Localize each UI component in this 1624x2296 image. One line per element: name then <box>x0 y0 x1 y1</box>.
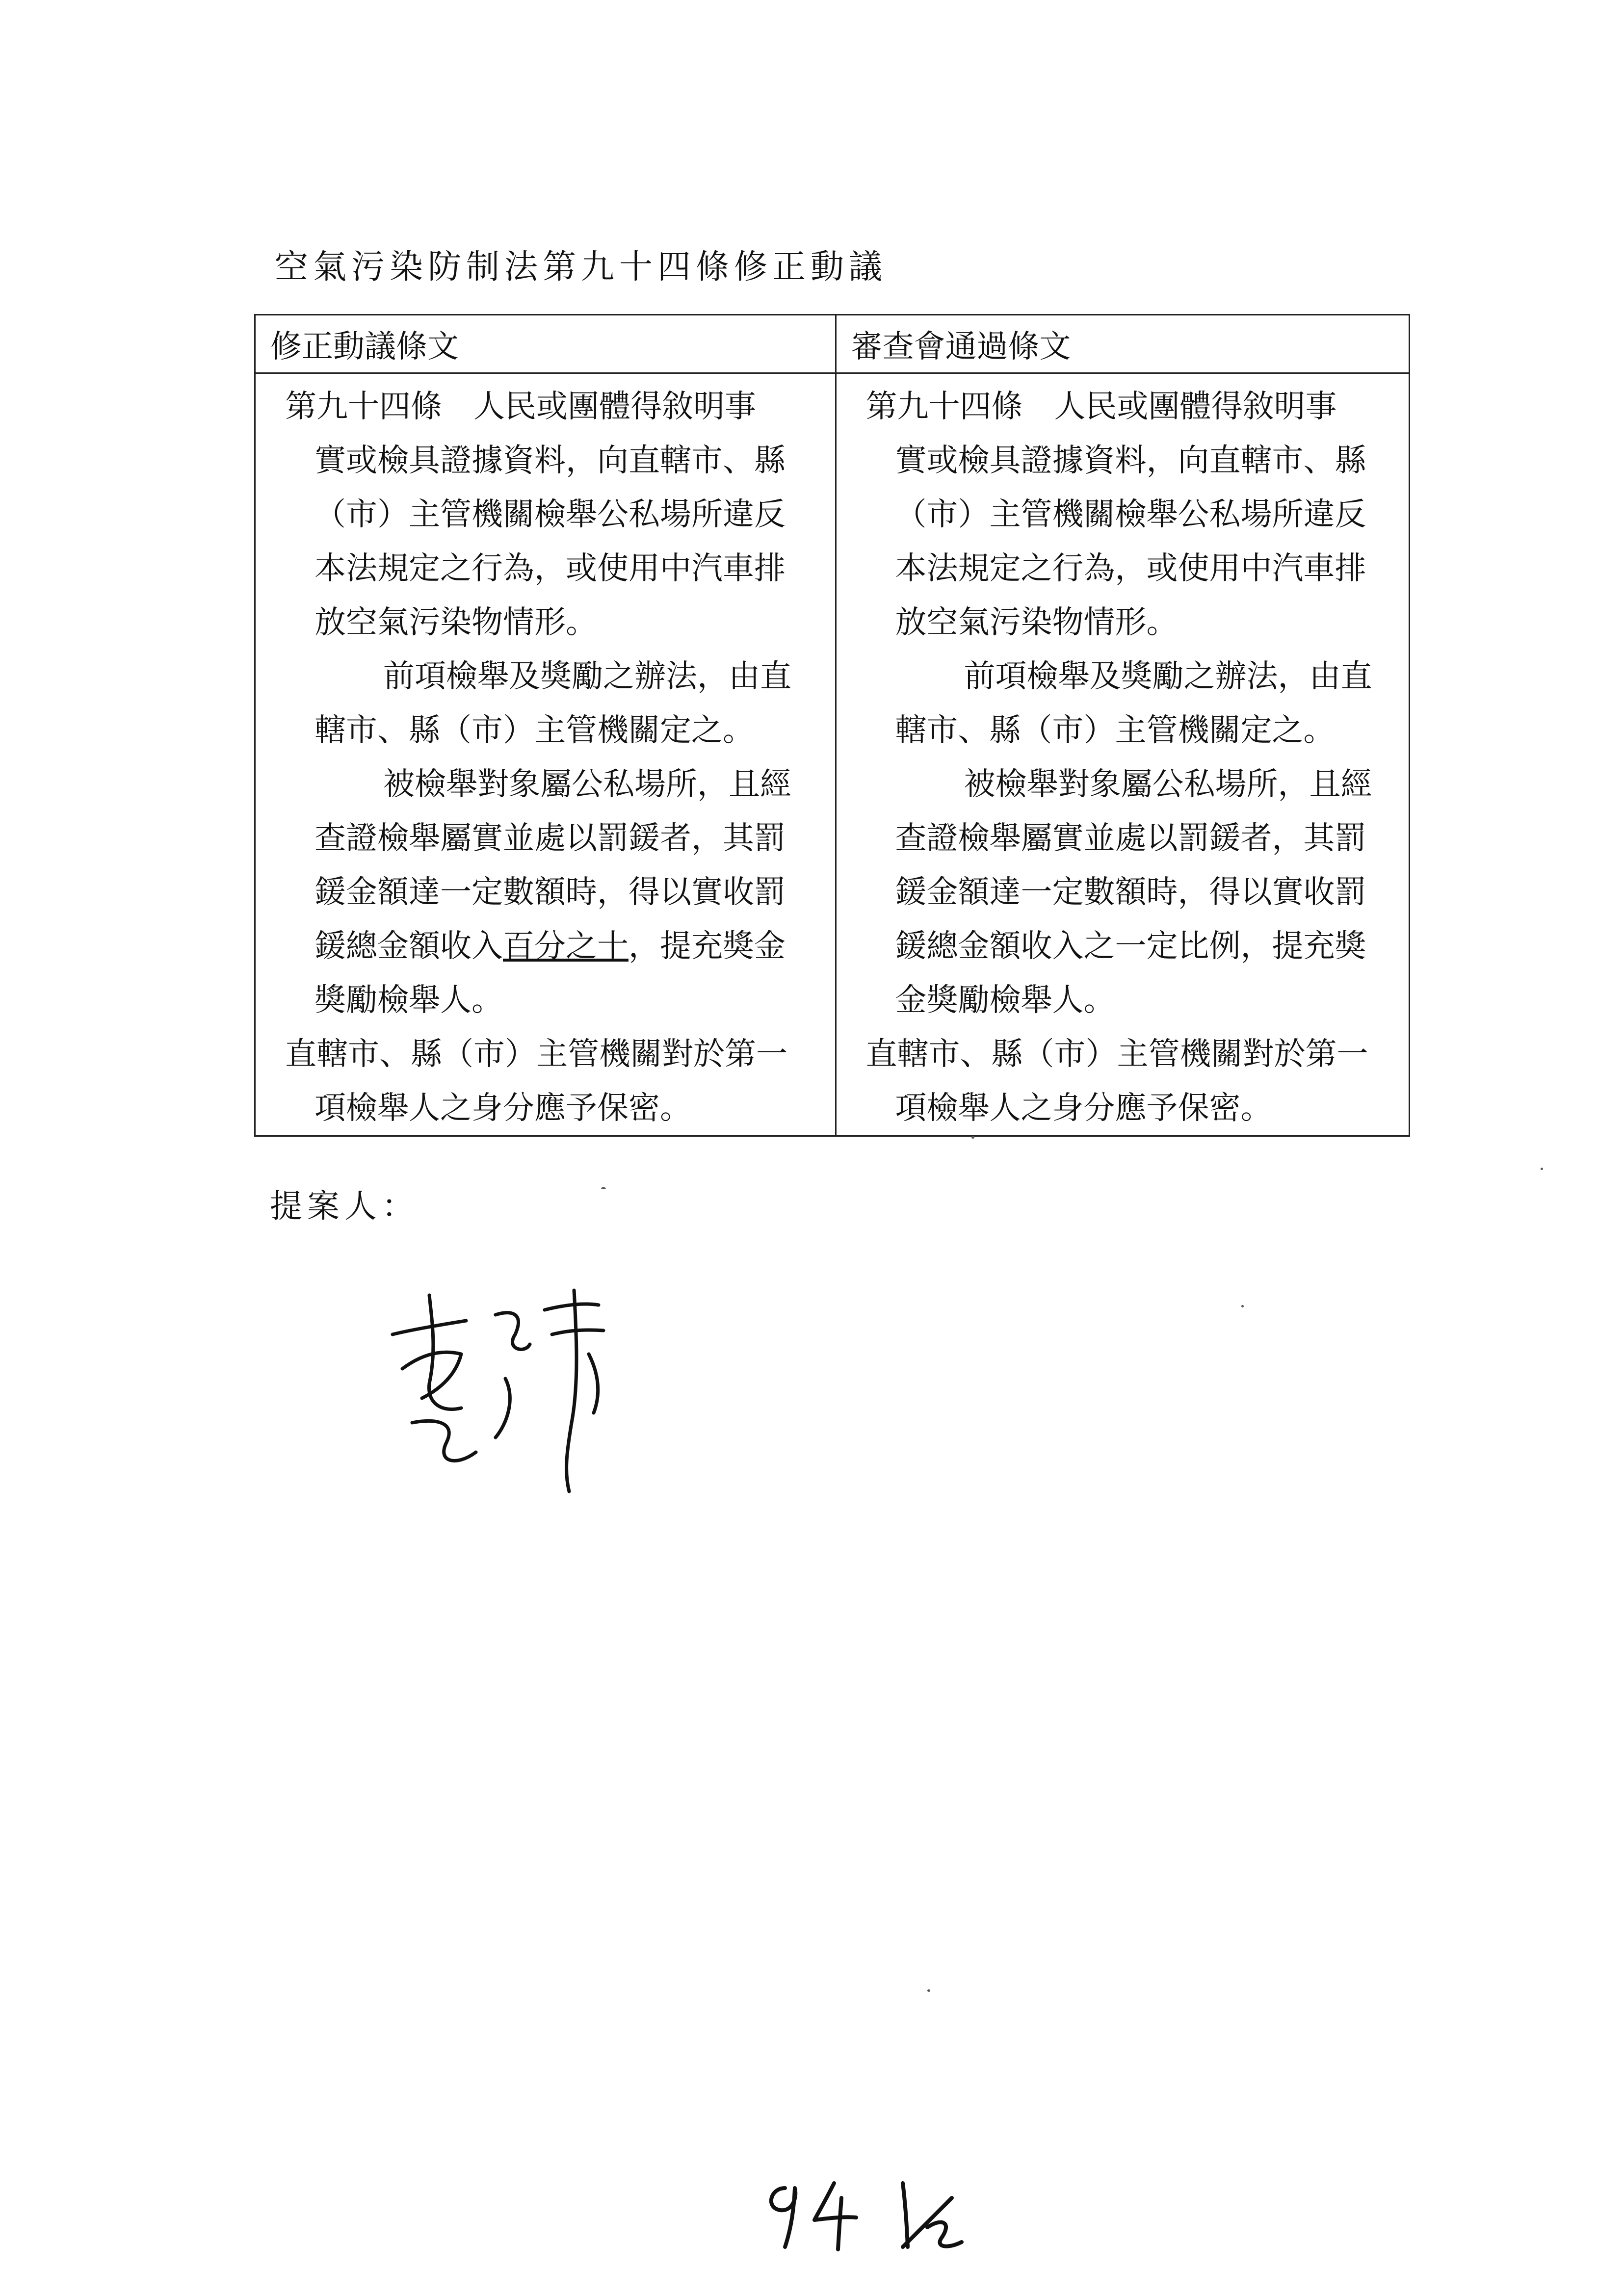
article-line: 被檢舉對象屬公私場所，且經 <box>383 766 791 803</box>
header-proposed-amendment: 修正動議條文 <box>255 315 836 373</box>
article-line: 放空氣污染物情形。 <box>314 604 597 641</box>
article-line: 實或檢具證據資料，向直轄市、縣 <box>314 443 786 479</box>
article-line: 鍰金額達一定數額時，得以實收罰 <box>314 874 786 911</box>
article-line: 本法規定之行為，或使用中汽車排 <box>895 550 1366 587</box>
handwritten-signature <box>383 1276 638 1501</box>
article-line: （市）主管機關檢舉公私場所違反 <box>314 496 786 533</box>
article-line: 本法規定之行為，或使用中汽車排 <box>314 550 786 587</box>
article-line: 第九十四條 人民或團體得敘明事 <box>865 389 1337 425</box>
proposer-label: 提案人： <box>270 1187 419 1225</box>
table-row <box>255 373 1410 1136</box>
article-line: 項檢舉人之身分應予保密。 <box>314 1090 691 1126</box>
scan-speck <box>1541 1168 1543 1170</box>
article-line: 直轄市、縣（市）主管機關對於第一 <box>865 1036 1368 1072</box>
scan-speck <box>601 1187 606 1189</box>
article-line: 第九十四條 人民或團體得敘明事 <box>285 389 756 425</box>
header-committee-approved: 審查會通過條文 <box>836 315 1409 373</box>
underlined-amendment: 百分之十 <box>503 928 629 965</box>
article-line: 查證檢舉屬實並處以罰鍰者，其罰 <box>314 820 786 857</box>
article-line: 放空氣污染物情形。 <box>895 604 1178 641</box>
article-line: 轄市、縣（市）主管機關定之。 <box>314 712 754 749</box>
article-line: 被檢舉對象屬公私場所，且經 <box>964 766 1372 803</box>
article-line: 鍰金額達一定數額時，得以實收罰 <box>895 874 1366 911</box>
article-line <box>285 919 820 973</box>
scan-speck <box>971 1136 974 1139</box>
article-line: 項檢舉人之身分應予保密。 <box>895 1090 1272 1126</box>
article-line: 鍰總金額收入之一定比例，提充獎 <box>895 928 1366 965</box>
committee-approved-text <box>836 373 1409 1136</box>
scan-speck <box>1241 1305 1244 1307</box>
article-line: （市）主管機關檢舉公私場所違反 <box>895 496 1366 533</box>
article-line: 實或檢具證據資料，向直轄市、縣 <box>895 443 1366 479</box>
article-line: 轄市、縣（市）主管機關定之。 <box>895 712 1335 749</box>
scan-speck <box>927 1989 930 1992</box>
article-line: 獎勵檢舉人。 <box>314 982 503 1018</box>
article-line-part: ，提充獎金 <box>629 928 786 965</box>
article-line: 金獎勵檢舉人。 <box>895 982 1115 1018</box>
article-line: 查證檢舉屬實並處以罰鍰者，其罰 <box>895 820 1366 857</box>
article-line: 前項檢舉及獎勵之辦法，由直 <box>383 658 791 695</box>
comparison-table <box>254 314 1410 1137</box>
handwritten-page-number <box>756 2168 971 2257</box>
document-title: 空氣污染防制法第九十四條修正動議 <box>275 248 888 287</box>
article-line-part: 鍰總金額收入 <box>314 928 503 965</box>
proposed-amendment-text <box>255 373 836 1136</box>
article-line: 直轄市、縣（市）主管機關對於第一 <box>285 1036 787 1072</box>
article-line: 前項檢舉及獎勵之辦法，由直 <box>964 658 1372 695</box>
